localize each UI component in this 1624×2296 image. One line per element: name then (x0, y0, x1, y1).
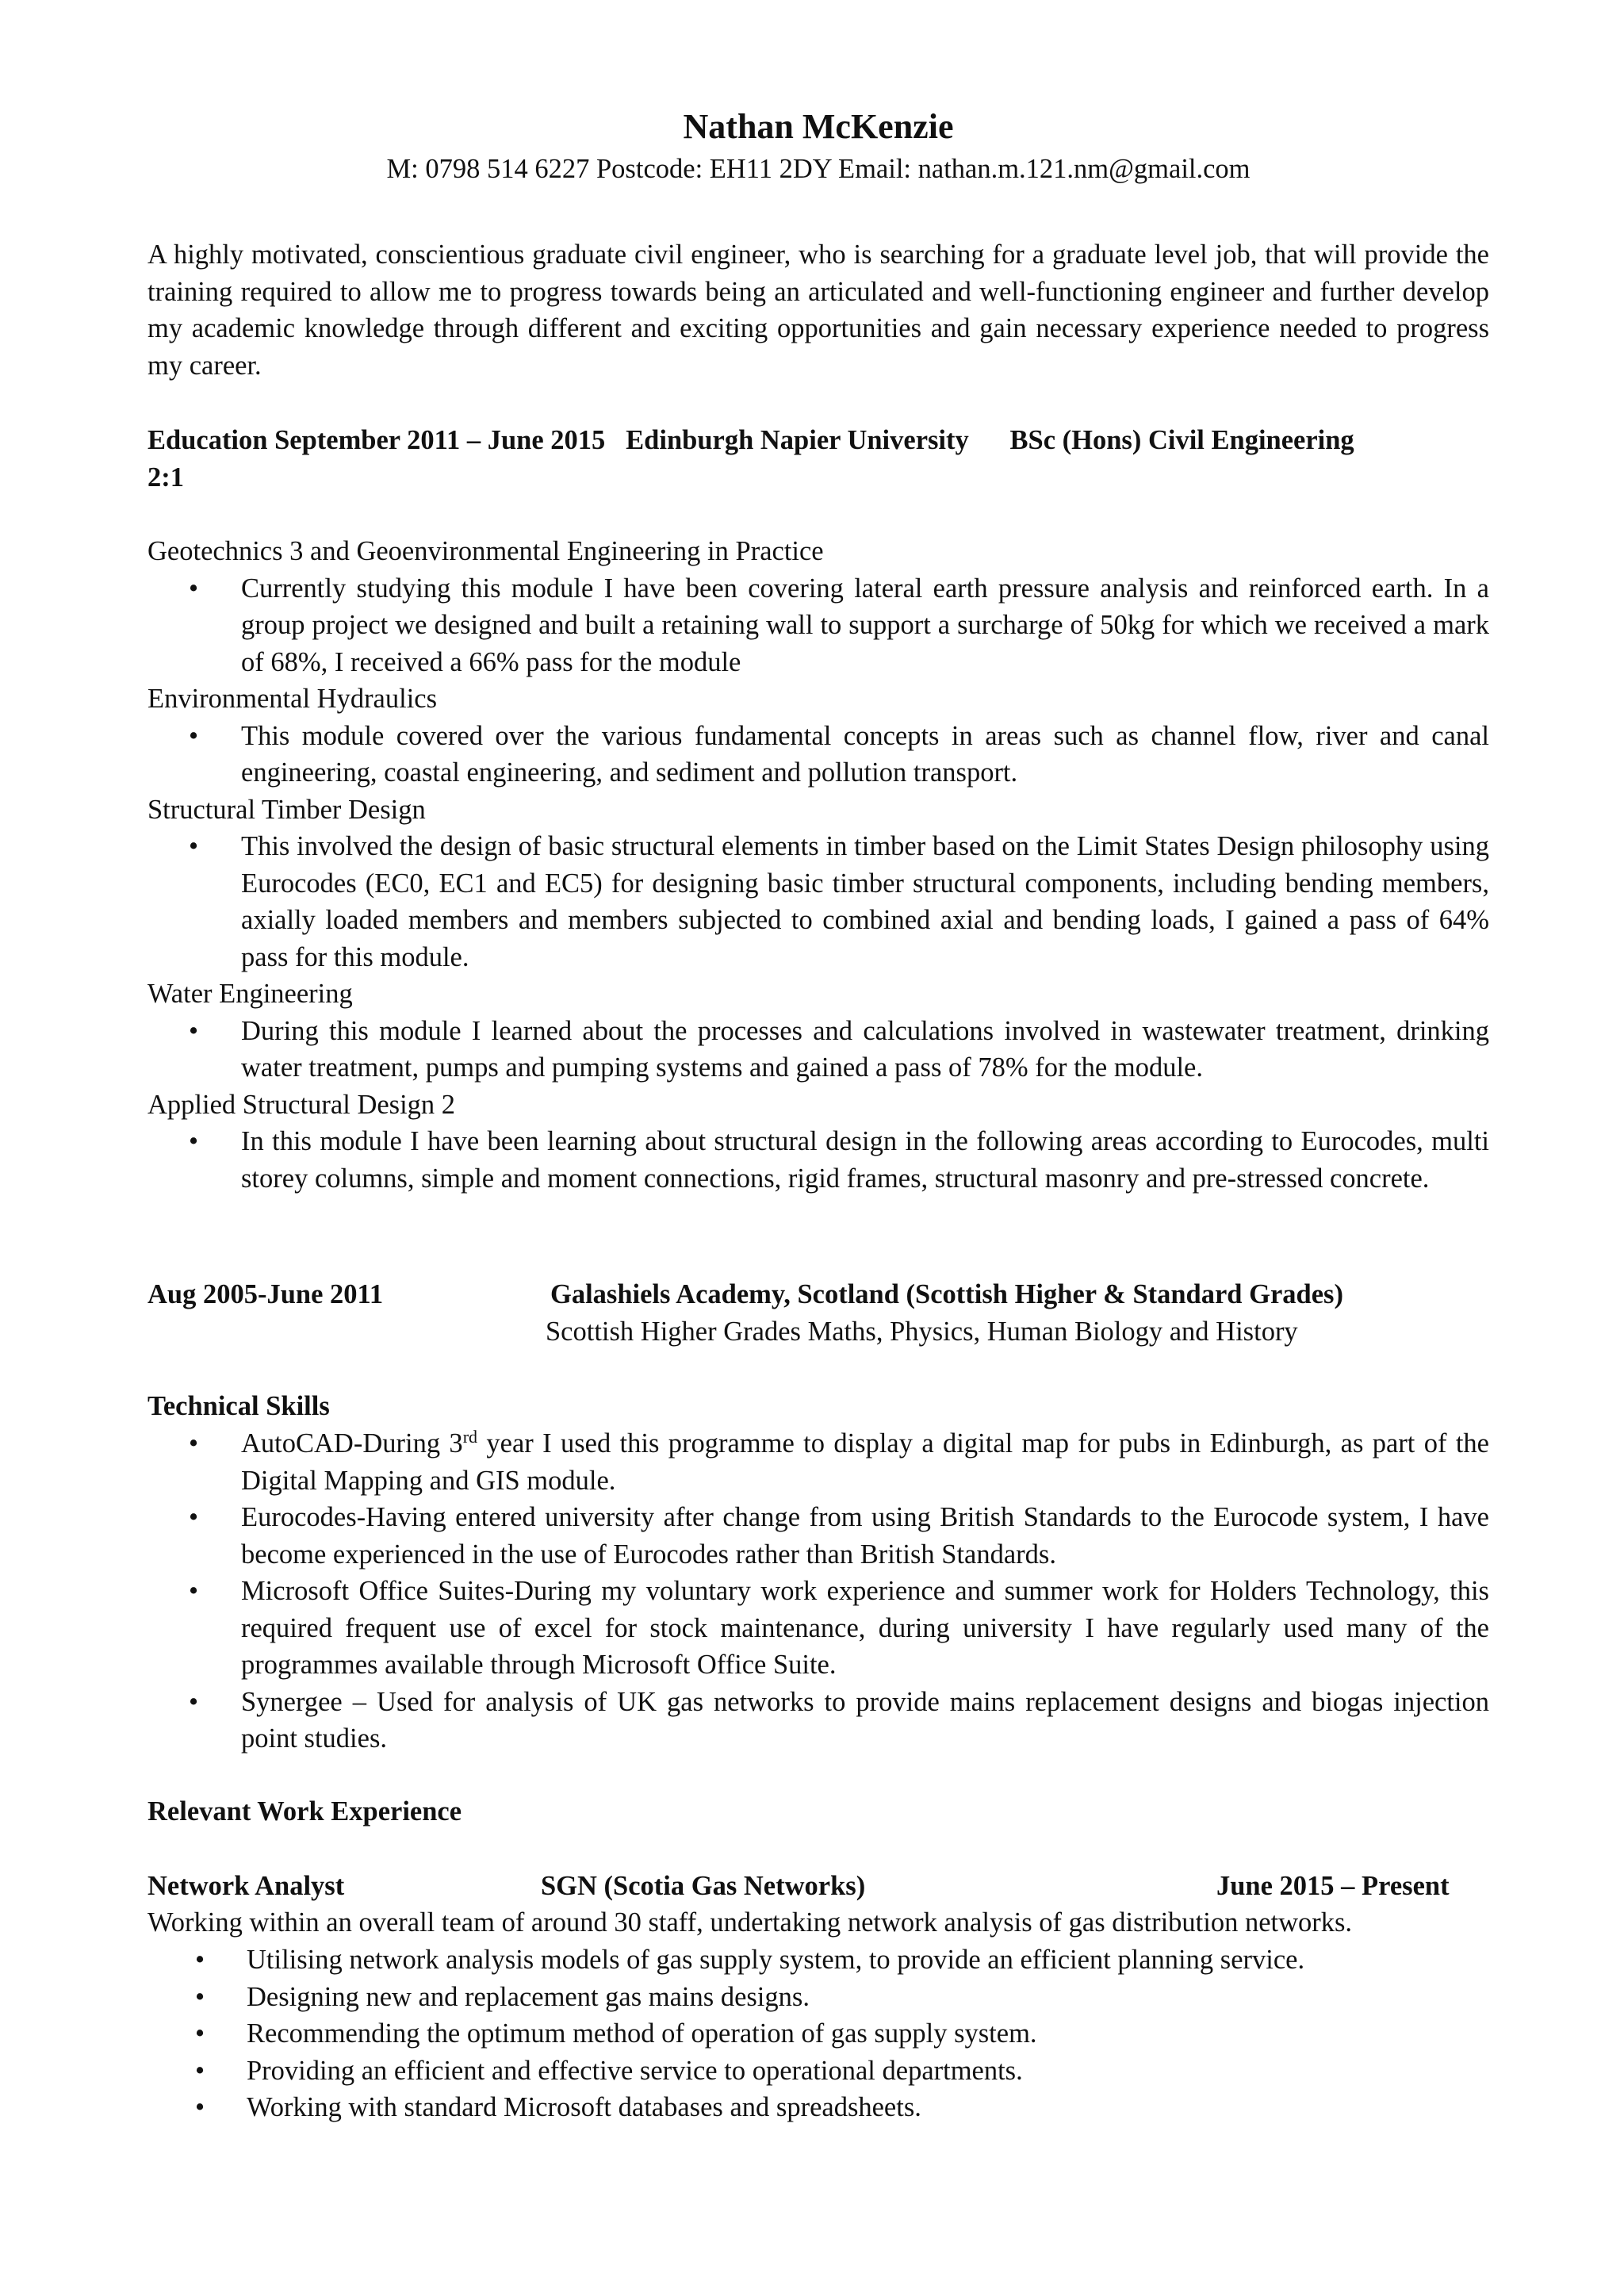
bullet-icon: • (189, 831, 199, 861)
education-grade: 2:1 (147, 462, 184, 493)
profile-summary: A highly motivated, conscientious graduate civil engineer, who is searching for a graduate level job, that will provide the training required to allow me to progress towards being an articulated and well-functioning engineer and further develop my academic knowledge through different and exciting opportunities and gain necessary experience needed to progress my career. (147, 240, 1489, 381)
skill-item (147, 1573, 1489, 1684)
skill-text: Eurocodes-Having entered university after change from using British Standards to the Eurocode system, I have become experienced in the use of Eurocodes rather than British Standards. (241, 1502, 1489, 1570)
bullet-icon: • (195, 2018, 205, 2049)
experience-heading: Relevant Work Experience (147, 1796, 462, 1826)
duty-item (147, 1979, 1489, 2016)
school-name: Galashiels Academy, Scotland (Scottish Higher & Standard Grades) (550, 1279, 1343, 1309)
bullet-icon: • (195, 1981, 205, 2012)
module-title: Water Engineering (147, 979, 353, 1009)
module-bullet (147, 718, 1489, 792)
job-dates: June 2015 – Present (1216, 1871, 1450, 1901)
module-bullet (147, 1123, 1489, 1197)
bullet-icon: • (195, 2055, 205, 2086)
job-duties (147, 1941, 1489, 2126)
module-bullet (147, 570, 1489, 681)
module-title: Structural Timber Design (147, 794, 426, 825)
bullet-icon: • (189, 1686, 199, 1717)
school-subjects: Scottish Higher Grades Maths, Physics, Human Biology and History (546, 1317, 1298, 1347)
duty-text: Providing an efficient and effective service to operational departments. (247, 2055, 1023, 2086)
skills-list (147, 1425, 1489, 1757)
job-role: Network Analyst (147, 1871, 345, 1901)
module-bullet (147, 1013, 1489, 1087)
module-description: During this module I learned about the processes and calculations involved in wastewater treatment, drinking water treatment, pumps and pumping systems and gained a pass of 78% for the module. (241, 1015, 1489, 1083)
skills-heading: Technical Skills (147, 1391, 330, 1421)
skill-text: Microsoft Office Suites-During my voluntary work experience and summer work for Holders Technology, this required frequent use of excel for stock maintenance, during university I have regularly used many of the programmes available through Microsoft Office Suite. (241, 1576, 1489, 1680)
duty-item (147, 2053, 1489, 2090)
duty-item (147, 2089, 1489, 2126)
bullet-icon: • (189, 720, 199, 751)
contact-line: M: 0798 514 6227 Postcode: EH11 2DY Email: nathan.m.121.nm@gmail.com (386, 154, 1251, 184)
skill-item (147, 1499, 1489, 1573)
job-company: SGN (Scotia Gas Networks) (541, 1871, 866, 1901)
bullet-icon: • (189, 1576, 199, 1606)
school-dates: Aug 2005-June 2011 (147, 1279, 384, 1309)
school-row (147, 1276, 1489, 1313)
candidate-name: Nathan McKenzie (683, 107, 954, 146)
skill-item (147, 1684, 1489, 1757)
bullet-icon: • (189, 573, 199, 604)
job-header-row (147, 1868, 1489, 1904)
skill-text: Synergee – Used for analysis of UK gas networks to provide mains replacement designs and biogas injection point studies. (241, 1686, 1489, 1754)
education-modules (147, 533, 1489, 1197)
duty-item (147, 1941, 1489, 1979)
education-heading: Education September 2011 – June 2015 Edinburgh Napier University BSc (Hons) Civil Engineering (147, 425, 1354, 455)
bullet-icon: • (189, 1015, 199, 1046)
job-summary: Working within an overall team of around 30 staff, undertaking network analysis of gas distribution networks. (147, 1907, 1353, 1938)
bullet-icon: • (189, 1126, 199, 1156)
bullet-icon: • (189, 1502, 199, 1532)
skill-item (147, 1425, 1489, 1499)
bullet-icon: • (189, 1428, 199, 1458)
duty-text: Designing new and replacement gas mains designs. (247, 1981, 810, 2012)
module-description: In this module I have been learning about structural design in the following areas according to Eurocodes, multi storey columns, simple and moment connections, rigid frames, structural masonry and pre-stressed concrete. (241, 1126, 1489, 1194)
bullet-icon: • (195, 2092, 205, 2122)
module-description: Currently studying this module I have been covering lateral earth pressure analysis and reinforced earth. In a group project we designed and built a retaining wall to support a surcharge of 50kg for which we received a mark of 68%, I received a 66% pass for the module (241, 573, 1489, 677)
bullet-icon: • (195, 1945, 205, 1975)
module-title: Applied Structural Design 2 (147, 1089, 456, 1120)
skill-text: AutoCAD-During 3rd year I used this programme to display a digital map for pubs in Edinburgh, as part of the Digital Mapping and GIS module. (241, 1427, 1489, 1496)
duty-text: Utilising network analysis models of gas supply system, to provide an efficient planning service. (247, 1945, 1305, 1975)
module-title: Environmental Hydraulics (147, 684, 438, 714)
module-bullet (147, 828, 1489, 976)
module-description: This module covered over the various fundamental concepts in areas such as channel flow, river and canal engineering, coastal engineering, and sediment and pollution transport. (241, 720, 1489, 788)
duty-text: Recommending the optimum method of operation of gas supply system. (247, 2018, 1037, 2049)
module-description: This involved the design of basic structural elements in timber based on the Limit States Design philosophy using Eurocodes (EC0, EC1 and EC5) for designing basic timber structural components, including bending members, axially loaded members and members subjected to combined axial and bending loads, I gained a pass of 64% pass for this module. (241, 831, 1489, 972)
school-subjects-row (147, 1313, 1489, 1350)
duty-text: Working with standard Microsoft databases and spreadsheets. (247, 2092, 921, 2122)
module-title: Geotechnics 3 and Geoenvironmental Engineering in Practice (147, 536, 824, 566)
duty-item (147, 2015, 1489, 2053)
